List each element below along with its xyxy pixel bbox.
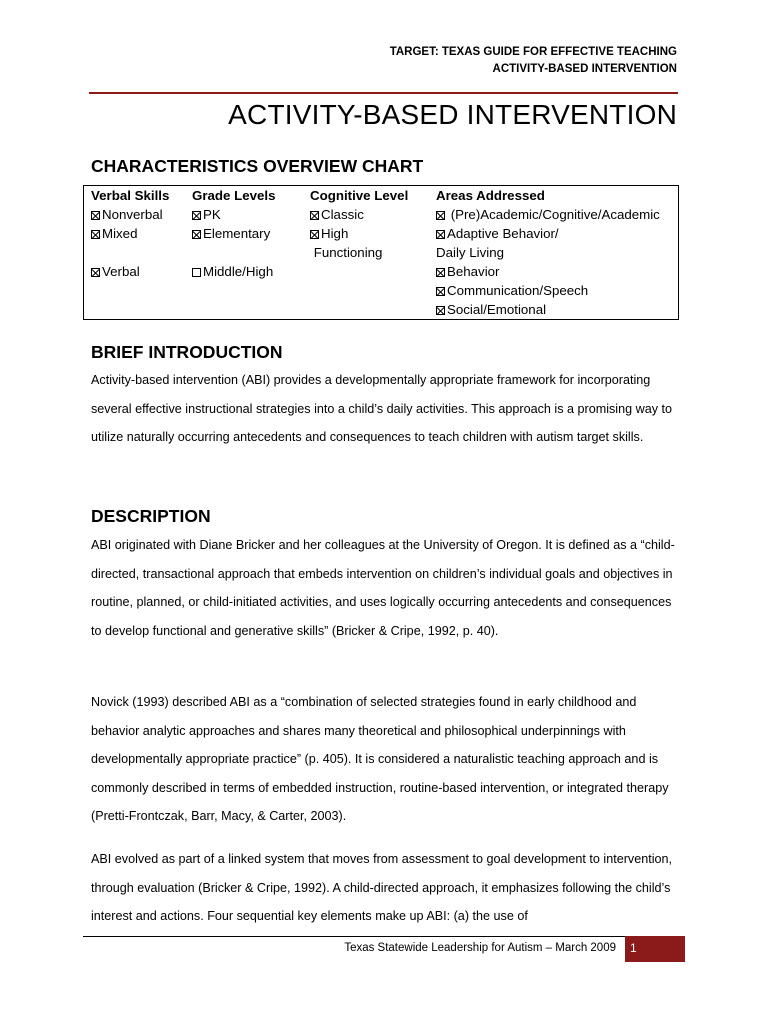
description-paragraph-3: ABI evolved as part of a linked system that moves from assessment to goal development to intervention, through evaluation (Bricker & Cripe, 1992). A child-directed approach, it emphasizes following the child’s interest and actions. Four sequential key elements make up ABI: (a) the use of [91, 852, 673, 923]
chart-section-heading: CHARACTERISTICS OVERVIEW CHART [91, 156, 424, 176]
running-header-line-2: ACTIVITY-BASED INTERVENTION [492, 63, 677, 75]
description-paragraph-2: Novick (1993) described ABI as a “combination of selected strategies found in early childhood and behavior analytic approaches and shares many theoretical and philosophical underpinnings with developmentally appropriate practice” (p. 405). It is considered a naturalistic teaching approach and is commonly described in terms of embedded instruction, routine-based intervention, or integrated therapy (Pretti-Frontczak, Barr, Macy, & Carter, 2003). [91, 695, 669, 823]
column-header: Areas Addressed [436, 188, 545, 203]
checkbox-icon [436, 306, 445, 315]
chart-column-areas-addressed [436, 186, 660, 319]
intro-paragraph: Activity-based intervention (ABI) provides a developmentally appropriate framework for incorporating several effective instructional strategies into a child’s daily activities. This approach is a promising way to utilize naturally occurring antecedents and consequences to teach children with autism target skills. [91, 373, 672, 444]
characteristics-overview-chart [83, 185, 679, 320]
chart-item: High [310, 224, 408, 243]
footer-rule [83, 936, 685, 937]
chart-item: Middle/High [192, 262, 276, 281]
chart-item: PK [192, 205, 276, 224]
page-number: 1 [625, 936, 685, 962]
description-section-heading: DESCRIPTION [91, 506, 211, 526]
chart-item: Behavior [436, 262, 660, 281]
footer-text: Texas Statewide Leadership for Autism – March 2009 [344, 942, 616, 954]
column-header: Grade Levels [192, 188, 276, 203]
checkbox-icon [91, 230, 100, 239]
row-gap [192, 243, 276, 262]
checkbox-icon [436, 230, 445, 239]
column-header: Cognitive Level [310, 188, 409, 203]
checkbox-icon [436, 268, 445, 277]
chart-item: Communication/Speech [436, 281, 660, 300]
chart-item: Elementary [192, 224, 276, 243]
chart-column-verbal-skills [91, 186, 169, 281]
chart-item-continuation: Daily Living [436, 245, 504, 260]
checkbox-icon [436, 287, 445, 296]
header-rule [89, 92, 678, 94]
document-title: ACTIVITY-BASED INTERVENTION [228, 99, 677, 130]
checkbox-icon [192, 230, 201, 239]
checkbox-icon [310, 230, 319, 239]
chart-column-grade-levels [192, 186, 276, 281]
intro-section-heading: BRIEF INTRODUCTION [91, 342, 283, 362]
checkbox-icon [192, 211, 201, 220]
checkbox-icon [436, 211, 445, 220]
column-header: Verbal Skills [91, 188, 170, 203]
chart-item: Adaptive Behavior/ [436, 224, 660, 243]
chart-item-continuation: Functioning [310, 245, 383, 260]
chart-item: Classic [310, 205, 408, 224]
chart-item: (Pre)Academic/Cognitive/Academic [436, 205, 660, 224]
chart-item: Mixed [91, 224, 169, 243]
checkbox-icon [91, 211, 100, 220]
chart-column-cognitive-level [310, 186, 408, 262]
chart-item: Social/Emotional [436, 300, 660, 319]
checkbox-icon [91, 268, 100, 277]
chart-item: Verbal [91, 262, 169, 281]
checkbox-icon [310, 211, 319, 220]
checkbox-icon [192, 268, 201, 277]
chart-item: Nonverbal [91, 205, 169, 224]
running-header-line-1: TARGET: TEXAS GUIDE FOR EFFECTIVE TEACHING [389, 46, 677, 58]
row-gap [91, 243, 169, 262]
description-paragraph-1: ABI originated with Diane Bricker and her colleagues at the University of Oregon. It is defined as a “child-directed, transactional approach that embeds intervention on children’s individual goals and objectives in routine, planned, or child-initiated activities, and uses logically occurring antecedents and consequences to develop functional and generative skills” (Bricker & Cripe, 1992, p. 40). [91, 538, 675, 638]
